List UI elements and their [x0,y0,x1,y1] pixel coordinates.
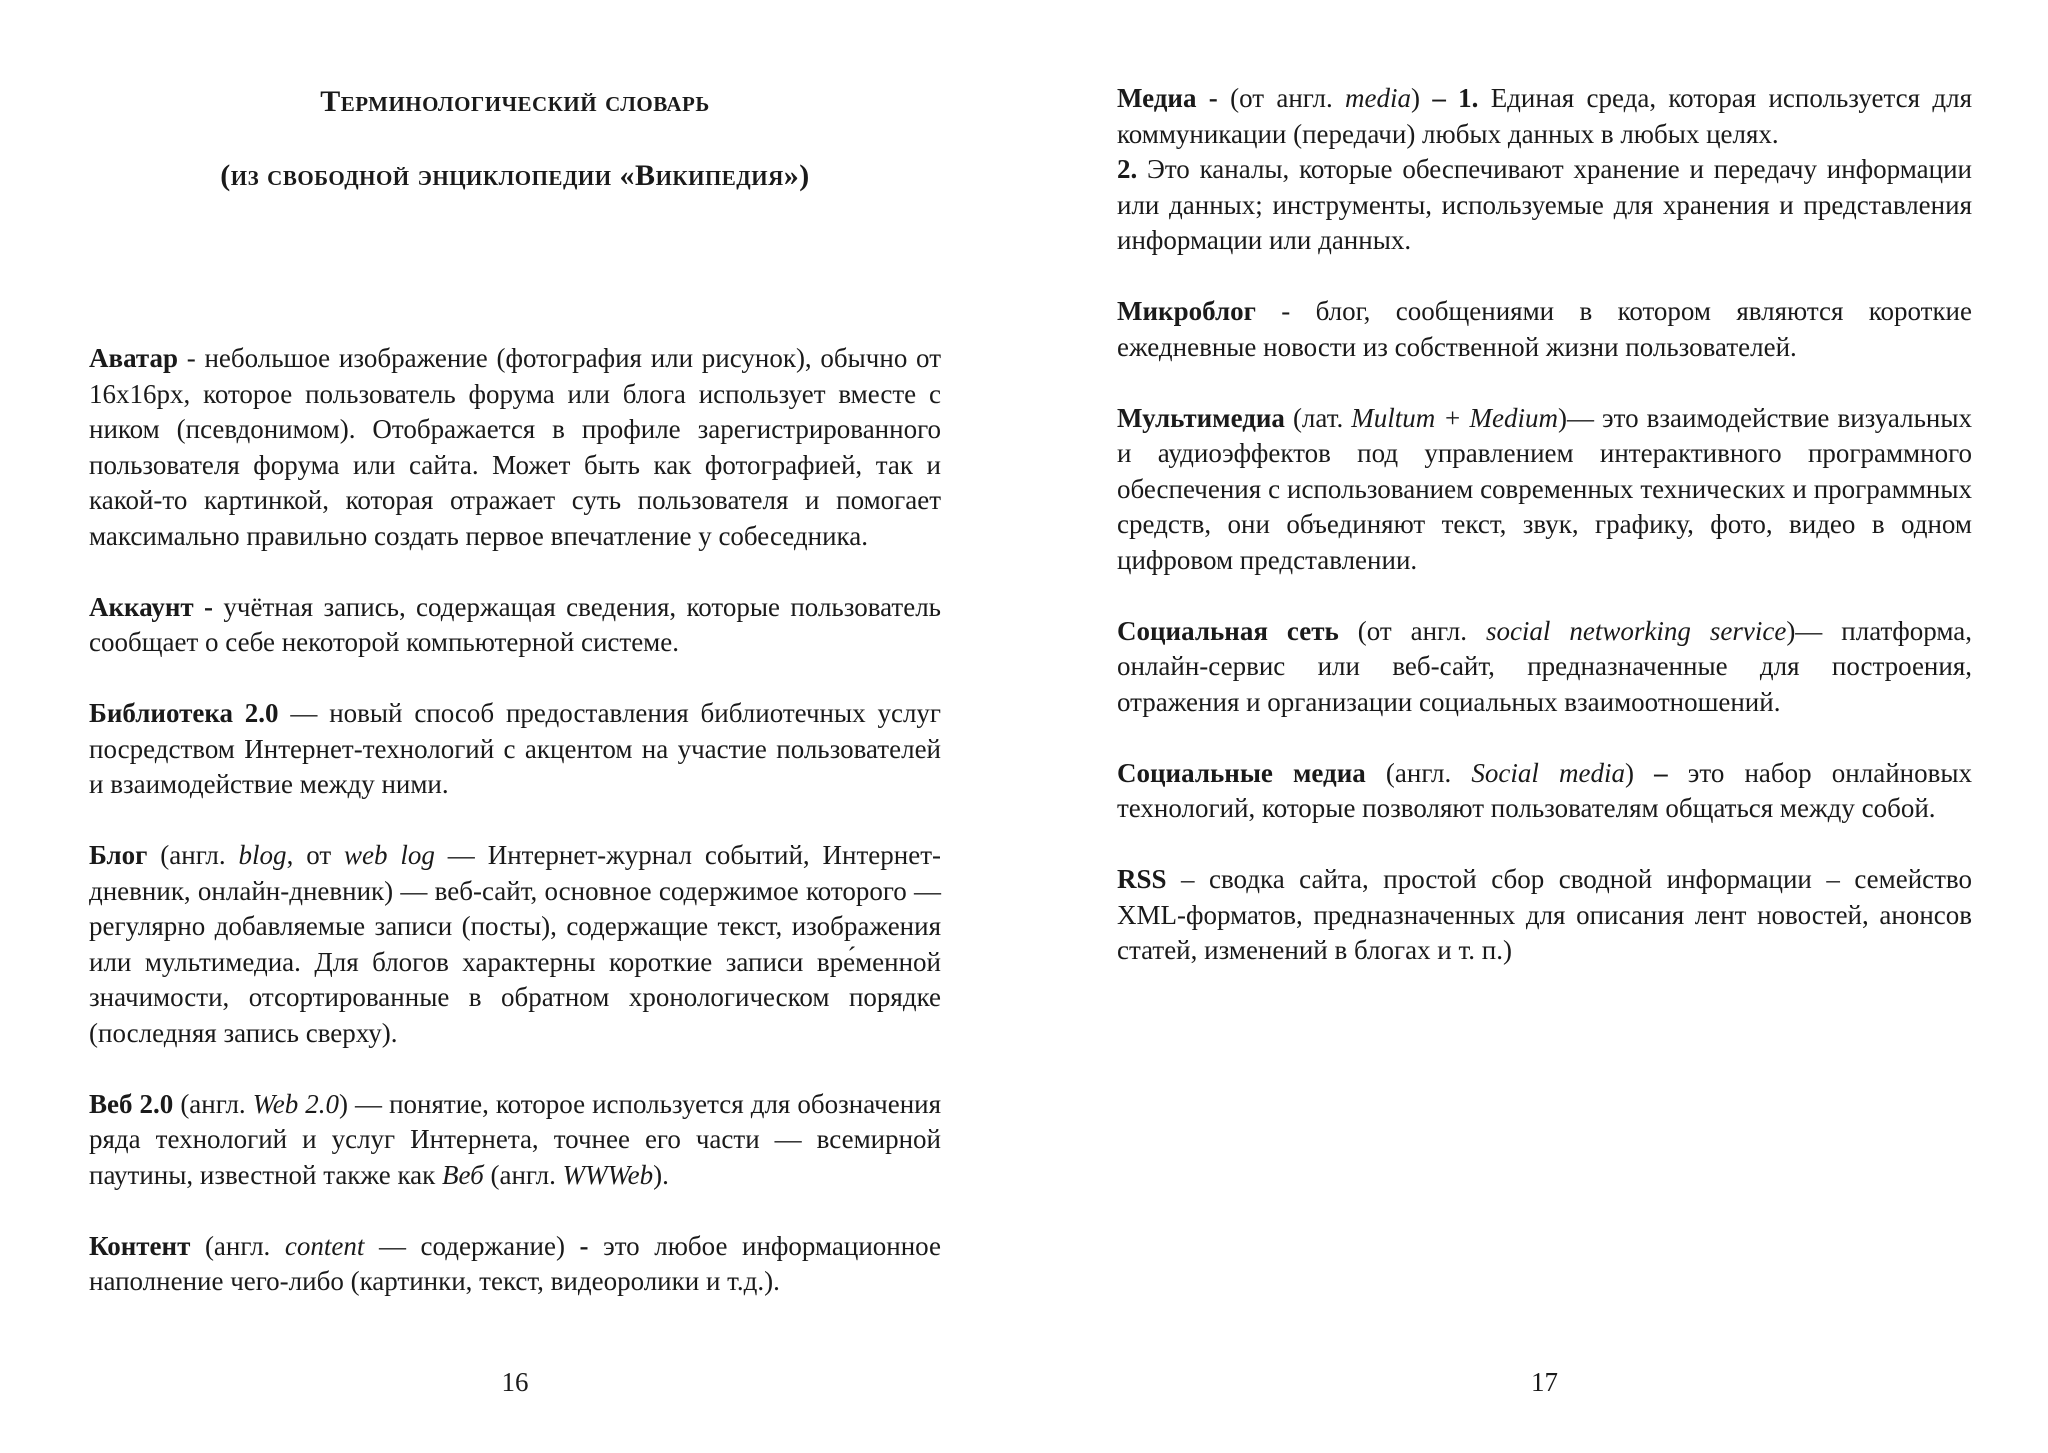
entry-avatar [89,341,941,554]
definition-web-part2: ) — понятие, которое используется для обозначения ряда технологий и услуг Интернета, точнее его части — всемирной паутины, известной также как [89,1088,942,1190]
term-multimedia: Мультимедиа [1117,402,1285,433]
term-social-media: Социальные медиа [1117,757,1366,788]
definition-web-italic1: Web 2.0 [252,1088,340,1119]
entry-media [1117,81,1972,259]
term-rss: RSS [1117,864,1167,894]
definition-social-media-part2: ) [1625,757,1655,788]
definition-social-network-part1: (от англ. [1338,615,1486,646]
definition-social-network-italic1: social networking service [1485,615,1787,646]
entry-social-network [1117,614,1972,721]
definition-blog-part2: , от [286,840,345,870]
definition-media-part4: Это каналы, которые обеспечивают хранение и передачу информации или данных; инструменты, используемые для хранения и представления информации или данных. [1117,154,1972,255]
definition-media-part3: Единая среда, которая используется для коммуникации (передачи) любых данных в любых целях. [1117,83,1972,149]
entry-content [89,1229,941,1300]
term-content: Контент [89,1230,191,1261]
definition-media-part2: ) [1411,83,1433,113]
definition-microblog: - блог, сообщениями в котором являются короткие ежедневные новости из собственной жизни пользователей. [1117,296,1972,362]
definition-media-italic1: media [1345,83,1411,113]
definition-content-dash: - [579,1230,589,1261]
definition-web-part1: (англ. [173,1088,253,1119]
term-web: Веб 2.0 [89,1088,174,1119]
definition-social-media-part1: (англ. [1365,757,1472,788]
definition-social-media-part3: это набор онлайновых технологий, которые позволяют пользователям общаться между собой. [1117,757,1972,823]
left-page [89,0,941,1453]
entry-multimedia [1117,401,1972,579]
definition-blog-italic2: web log [344,840,435,870]
definition-rss: – сводка сайта, простой сбор сводной информации – семейство XML-форматов, предназначенных для описания лент новостей, анонсов статей, изменений в блогах и т. п.) [1117,864,1972,965]
entry-blog [89,838,941,1051]
entry-social-media [1117,756,1972,827]
term-media: Медиа - [1117,83,1218,113]
definition-social-media-dash: – [1654,757,1668,788]
definition-multimedia-part2: )— это взаимодействие визуальных и аудиоэффектов под управлением интерактивного программного обеспечения с использованием современных технических и программных средств, они объединяют текст, звук, графику, фото, видео в одном цифровом представлении. [1117,402,1972,575]
entry-rss [1117,862,1972,969]
definition-library: — новый способ предоставления библиотечных услуг посредством Интернет-технологий с акцентом на участие пользователей и взаимодействие между ними. [89,698,941,799]
page-number-right: 17 [1531,1367,1558,1397]
definition-web-italic2: Веб [442,1159,484,1190]
definition-content-part1: (англ. [190,1230,285,1261]
definition-multimedia-part1: (лат. [1284,402,1352,433]
entry-library [89,696,941,803]
definition-content-italic1: content [284,1230,365,1261]
definition-blog-part1: (англ. [147,840,239,870]
definition-media-num2: 2. [1117,154,1138,184]
definition-account: учётная запись, содержащая сведения, которые пользователь сообщает о себе некоторой компьютерной системе. [89,591,941,657]
definition-media-part1: (от англ. [1217,83,1346,113]
right-page [1117,0,1972,1453]
definition-web-part3: (англ. [483,1159,563,1190]
term-microblog: Микроблог [1117,296,1256,326]
definition-content-part3: это любое информационное наполнение чего-либо (картинки, текст, видеоролики и т.д.). [89,1230,941,1296]
entry-microblog [1117,294,1972,365]
definition-media-num1: – 1. [1432,83,1479,113]
term-account: Аккаунт - [89,591,214,622]
definition-social-media-italic1: Social media [1471,757,1626,788]
definition-blog-part3: — Интернет-журнал событий, Интернет-дневник, онлайн-дневник) — веб-сайт, основное содержимое которого — регулярно добавляемые записи (посты), содержащие текст, изображения или мультимедиа. Для блогов характерны короткие записи вре́менной значимости, отсортированные в обратном хронологическом порядке (последняя запись сверху). [89,840,941,1048]
definition-web-part4: ). [653,1159,669,1190]
definition-blog-italic1: blog [238,840,287,870]
term-social-network: Социальная сеть [1117,615,1339,646]
definition-avatar: - небольшое изображение (фотография или рисунок), обычно от 16х16px, которое пользователь форума или блога использует вместе с ником (псевдонимом). Отображается в профиле зарегистрированного пользователя форума или сайта. Может быть как фотографией, так и какой-то картинкой, которая отражает суть пользователя и помогает максимально правильно создать первое впечатление у собеседника. [89,343,941,551]
term-blog: Блог [89,840,148,870]
glossary-title: Терминологический словарь [320,85,710,118]
left-entries [89,341,941,1335]
definition-web-italic3: WWWeb [562,1159,654,1190]
term-avatar: Аватар [89,343,178,373]
right-entries [1117,81,1972,1004]
entry-web [89,1087,941,1194]
definition-social-network-part2: )— платформа, онлайн-сервис или веб-сайт, предназначенные для построения, отражения и организации социальных взаимоотношений. [1117,615,1972,717]
definition-multimedia-italic1: Multum + Medium [1351,402,1559,433]
glossary-subtitle: (из свободной энциклопедии «Википедия») [220,159,810,192]
definition-content-part2: — содержание) [364,1230,580,1261]
term-library: Библиотека 2.0 [89,698,279,728]
entry-account [89,590,941,661]
page-number-left: 16 [501,1367,529,1397]
